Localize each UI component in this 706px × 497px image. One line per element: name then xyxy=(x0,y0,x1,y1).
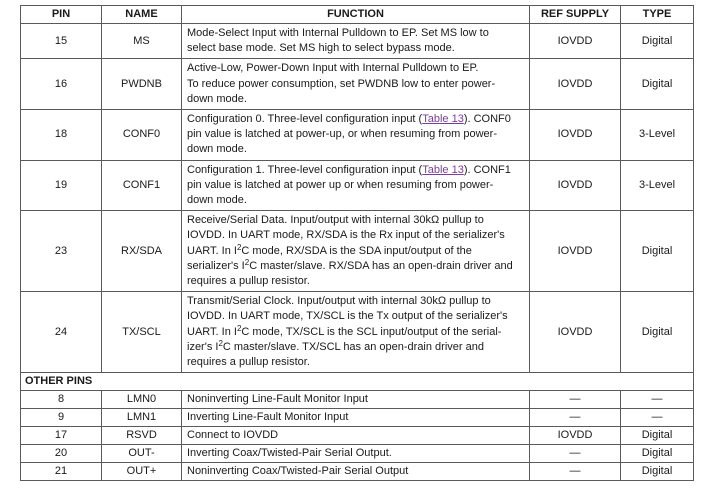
function-cell xyxy=(182,160,530,211)
table-row xyxy=(21,445,694,463)
ref-supply-cell: — xyxy=(530,463,621,481)
function-line: down mode. xyxy=(187,92,247,105)
name-cell: RSVD xyxy=(102,427,182,445)
pin-cell: 18 xyxy=(21,110,102,161)
table-13-link[interactable]: Table 13 xyxy=(422,113,464,126)
function-line: select base mode. Set MS high to select bypass mode. xyxy=(187,42,455,55)
function-text: serializer's I xyxy=(187,259,245,272)
function-line xyxy=(187,340,525,355)
function-line: Active-Low, Power-Down Input with Internal Pulldown to EP. xyxy=(187,62,479,75)
superscript: 2 xyxy=(236,323,242,333)
function-line xyxy=(187,244,525,259)
table-row xyxy=(21,427,694,445)
pin-cell: 24 xyxy=(21,292,102,373)
function-cell: Inverting Coax/Twisted-Pair Serial Output. xyxy=(182,445,530,463)
function-text: C mode, TX/SCL is the SCL input/output of the serial- xyxy=(241,325,502,338)
ref-supply-cell: IOVDD xyxy=(530,24,621,59)
ref-supply-cell: — xyxy=(530,409,621,427)
type-cell: 3-Level xyxy=(621,160,694,211)
function-line: Mode-Select Input with Internal Pulldown to EP. Set MS low to xyxy=(187,27,489,39)
type-cell: Digital xyxy=(621,24,694,59)
function-cell: Noninverting Line-Fault Monitor Input xyxy=(182,391,530,409)
table-row xyxy=(21,391,694,409)
function-line: requires a pullup resistor. xyxy=(187,356,310,369)
table-row xyxy=(21,292,694,373)
table-row xyxy=(21,211,694,292)
name-cell: TX/SCL xyxy=(102,292,182,373)
function-cell xyxy=(182,292,530,373)
ref-supply-cell: IOVDD xyxy=(530,160,621,211)
function-cell xyxy=(182,59,530,110)
function-cell: Connect to IOVDD xyxy=(182,427,530,445)
pin-cell: 15 xyxy=(21,24,102,59)
function-line: down mode. xyxy=(187,143,247,156)
table-13-link[interactable]: Table 13 xyxy=(422,163,464,176)
name-cell: RX/SDA xyxy=(102,211,182,292)
pin-description-table xyxy=(20,5,694,481)
function-text: UART. In I xyxy=(187,244,237,257)
function-text: C master/slave. TX/SCL has an open-drain driver and xyxy=(222,340,484,353)
function-text: C master/slave. RX/SDA has an open-drain driver and xyxy=(249,259,513,272)
ref-supply-cell: — xyxy=(530,445,621,463)
pin-cell: 19 xyxy=(21,160,102,211)
name-cell: OUT+ xyxy=(102,463,182,481)
type-cell: 3-Level xyxy=(621,110,694,161)
table-row xyxy=(21,59,694,110)
function-cell xyxy=(182,211,530,292)
type-cell: Digital xyxy=(621,211,694,292)
ref-supply-cell: IOVDD xyxy=(530,110,621,161)
ref-supply-cell: IOVDD xyxy=(530,427,621,445)
name-cell: LMN0 xyxy=(102,391,182,409)
name-cell: LMN1 xyxy=(102,409,182,427)
function-line xyxy=(187,259,525,274)
function-line: pin value is latched at power up or when resuming from power- xyxy=(187,178,494,191)
table-row xyxy=(21,463,694,481)
section-label: OTHER PINS xyxy=(21,373,694,391)
function-text: C mode, RX/SDA is the SDA input/output of the xyxy=(241,244,472,257)
pin-cell: 8 xyxy=(21,391,102,409)
name-cell: CONF1 xyxy=(102,160,182,211)
header-ref-supply: REF SUPPLY xyxy=(530,6,621,24)
function-line: Transmit/Serial Clock. Input/output with internal 30kΩ pullup to xyxy=(187,295,491,308)
superscript: 2 xyxy=(244,257,250,267)
function-line xyxy=(187,163,525,178)
function-line: down mode. xyxy=(187,194,247,207)
name-cell: PWDNB xyxy=(102,59,182,110)
header-pin: PIN xyxy=(21,6,102,24)
name-cell: CONF0 xyxy=(102,110,182,161)
function-line: requires a pullup resistor. xyxy=(187,275,310,288)
section-row xyxy=(21,373,694,391)
name-cell: OUT- xyxy=(102,445,182,463)
header-function: FUNCTION xyxy=(182,6,530,24)
ref-supply-cell: — xyxy=(530,391,621,409)
pin-cell: 17 xyxy=(21,427,102,445)
pin-cell: 23 xyxy=(21,211,102,292)
table-row xyxy=(21,24,694,59)
ref-supply-cell: IOVDD xyxy=(530,211,621,292)
pin-cell: 9 xyxy=(21,409,102,427)
function-line: Receive/Serial Data. Input/output with internal 30kΩ pullup to xyxy=(187,214,484,227)
function-line: IOVDD. In UART mode, RX/SDA is the Rx input of the serializer's xyxy=(187,229,505,242)
type-cell: Digital xyxy=(621,445,694,463)
function-line xyxy=(187,112,525,127)
superscript: 2 xyxy=(218,338,223,348)
header-type: TYPE xyxy=(621,6,694,24)
function-text: ). CONF0 xyxy=(463,113,511,126)
pin-description-table-container xyxy=(20,5,693,481)
function-line: pin value is latched at power-up, or when resuming from power- xyxy=(187,128,497,141)
table-row xyxy=(21,409,694,427)
function-line: To reduce power consumption, set PWDNB low to enter power- xyxy=(187,77,496,90)
type-cell: — xyxy=(621,409,694,427)
function-cell xyxy=(182,110,530,161)
type-cell: Digital xyxy=(621,292,694,373)
function-cell: Noninverting Coax/Twisted-Pair Serial Output xyxy=(182,463,530,481)
pin-cell: 16 xyxy=(21,59,102,110)
function-text: ). CONF1 xyxy=(463,163,511,176)
type-cell: Digital xyxy=(621,427,694,445)
type-cell: Digital xyxy=(621,463,694,481)
function-text: Configuration 0. Three-level configuration input ( xyxy=(187,113,423,126)
function-text: Configuration 1. Three-level configuration input ( xyxy=(187,163,423,176)
header-row xyxy=(21,6,694,24)
superscript: 2 xyxy=(236,242,242,252)
ref-supply-cell: IOVDD xyxy=(530,292,621,373)
pin-cell: 21 xyxy=(21,463,102,481)
name-cell: MS xyxy=(102,24,182,59)
function-line xyxy=(187,325,525,340)
header-name: NAME xyxy=(102,6,182,24)
function-cell: Inverting Line-Fault Monitor Input xyxy=(182,409,530,427)
function-text: UART. In I xyxy=(187,325,237,338)
function-text: izer's I xyxy=(187,340,219,353)
pin-cell: 20 xyxy=(21,445,102,463)
type-cell: — xyxy=(621,391,694,409)
table-row xyxy=(21,110,694,161)
table-row xyxy=(21,160,694,211)
function-cell xyxy=(182,24,530,59)
type-cell: Digital xyxy=(621,59,694,110)
ref-supply-cell: IOVDD xyxy=(530,59,621,110)
function-line: IOVDD. In UART mode, TX/SCL is the Tx output of the serializer's xyxy=(187,310,508,323)
